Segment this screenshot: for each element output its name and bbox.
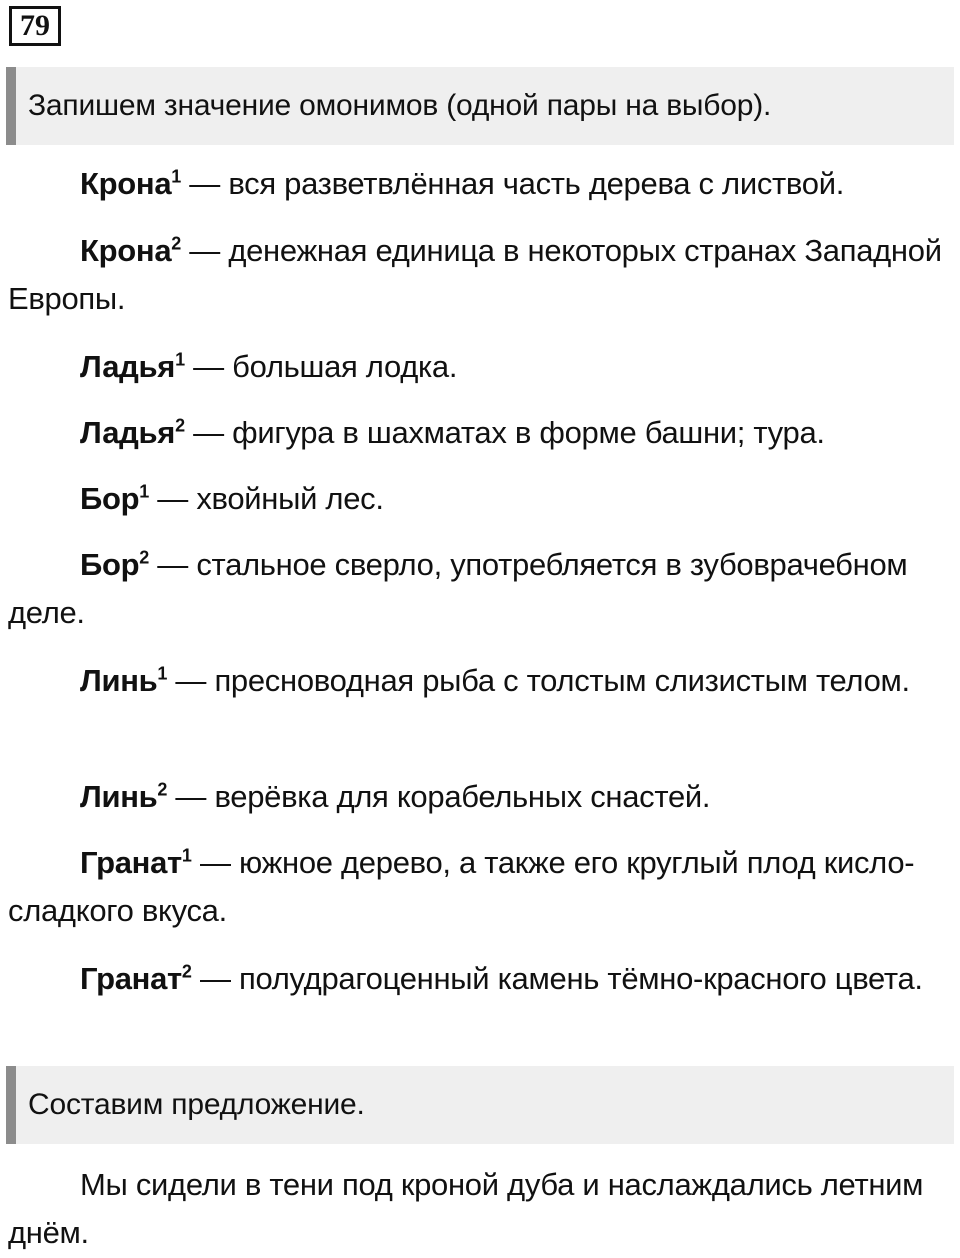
- entry-index: 2: [171, 233, 181, 254]
- task-heading-1: [6, 67, 954, 145]
- entry-definition: вся разветвлённая часть дерева с листвой.: [228, 166, 845, 201]
- entry-index: 1: [181, 845, 192, 866]
- entry-dash: —: [191, 845, 239, 880]
- task-heading-2: [6, 1066, 954, 1144]
- entry-dash: —: [167, 663, 215, 698]
- entry-definition: верёвка для корабельных снастей.: [214, 779, 711, 814]
- entry-definition: полудрагоценный камень тёмно-красного цвета.: [238, 961, 923, 996]
- entry-word: Ладья: [80, 415, 176, 450]
- entry-definition: южное дерево, а также его круглый плод кисло-сладкого вкуса.: [8, 845, 915, 928]
- entry-dash: —: [184, 349, 233, 384]
- task-heading-1-text: Запишем значение омонимов (одной пары на выбор).: [28, 89, 772, 122]
- example-sentence: [8, 1161, 948, 1257]
- entry-index: 1: [157, 663, 168, 684]
- exercise-number: 79: [9, 6, 61, 46]
- example-sentence-text: Мы сидели в тени под кроной дуба и наслаждались летним днём.: [8, 1167, 924, 1250]
- entry-index: 1: [139, 481, 149, 502]
- entry-word: Гранат: [80, 845, 182, 880]
- entry-word: Ладья: [80, 349, 176, 384]
- definition-entry: [8, 409, 948, 457]
- entry-word: Линь: [80, 663, 158, 698]
- definition-entry: [8, 475, 948, 523]
- definition-entry: [8, 343, 948, 391]
- entry-index: 1: [175, 349, 185, 370]
- entry-word: Бор: [80, 481, 140, 516]
- entry-index: 1: [171, 166, 181, 187]
- entry-word: Крона: [80, 233, 172, 268]
- entry-word: Крона: [80, 166, 172, 201]
- entry-dash: —: [191, 961, 239, 996]
- entry-dash: —: [148, 481, 197, 516]
- entry-definition: пресноводная рыба с толстым слизистым телом.: [214, 663, 910, 698]
- entry-index: 2: [181, 961, 192, 982]
- entry-definition: большая лодка.: [232, 349, 458, 384]
- entry-word: Бор: [80, 547, 140, 582]
- entry-dash: —: [167, 779, 215, 814]
- definition-entry: [8, 227, 948, 323]
- entry-dash: —: [184, 415, 233, 450]
- entry-definition: фигура в шахматах в форме башни; тура.: [232, 415, 825, 450]
- entry-word: Линь: [80, 779, 158, 814]
- entry-index: 2: [175, 415, 185, 436]
- definition-entry: [8, 955, 948, 1003]
- definition-entry: [8, 773, 948, 821]
- task-heading-2-text: Составим предложение.: [28, 1088, 365, 1121]
- entry-definition: денежная единица в некоторых странах Западной Европы.: [8, 233, 942, 316]
- definition-entry: [8, 657, 948, 705]
- entry-dash: —: [148, 547, 197, 582]
- definition-entry: [8, 160, 948, 208]
- definition-entry: [8, 839, 948, 935]
- entry-dash: —: [180, 233, 229, 268]
- entry-word: Гранат: [80, 961, 182, 996]
- definition-entry: [8, 541, 948, 637]
- entry-definition: хвойный лес.: [196, 481, 384, 516]
- entry-definition: стальное сверло, употребляется в зубоврачебном деле.: [8, 547, 908, 630]
- entry-dash: —: [180, 166, 229, 201]
- entry-index: 2: [139, 547, 149, 568]
- entry-index: 2: [157, 779, 168, 800]
